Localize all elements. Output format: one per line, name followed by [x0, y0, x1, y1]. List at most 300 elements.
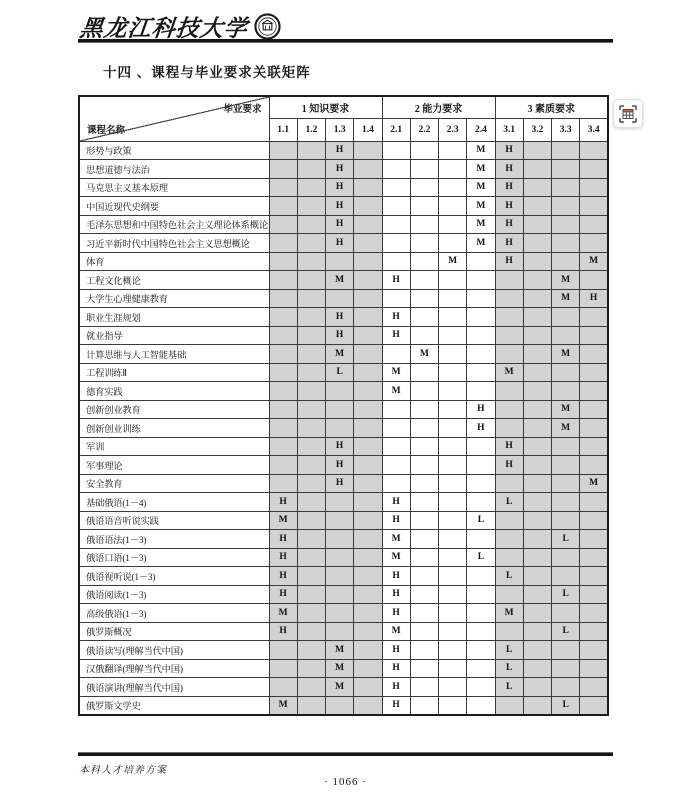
- matrix-cell: L: [495, 659, 523, 678]
- matrix-cell: M: [552, 419, 580, 438]
- matrix-cell: [269, 400, 297, 419]
- matrix-cell: [326, 567, 354, 586]
- matrix-cell: [439, 548, 467, 567]
- matrix-cell: [382, 160, 410, 179]
- matrix-cell: H: [382, 493, 410, 512]
- course-name-cell: 俄语读写(理解当代中国): [79, 641, 269, 660]
- matrix-cell: [297, 437, 325, 456]
- course-name-cell: 形势与政策: [79, 141, 269, 160]
- matrix-cell: [523, 215, 551, 234]
- matrix-cell: [495, 474, 523, 493]
- matrix-cell: [495, 622, 523, 641]
- matrix-cell: [297, 585, 325, 604]
- matrix-cell: [580, 678, 608, 697]
- matrix-cell: [297, 345, 325, 364]
- matrix-cell: [552, 641, 580, 660]
- matrix-cell: [580, 382, 608, 401]
- matrix-cell: [269, 474, 297, 493]
- matrix-cell: [439, 678, 467, 697]
- matrix-cell: [439, 197, 467, 216]
- matrix-cell: H: [382, 567, 410, 586]
- matrix-cell: [382, 345, 410, 364]
- matrix-cell: [523, 548, 551, 567]
- course-name-cell: 体育: [79, 252, 269, 271]
- matrix-cell: [354, 141, 382, 160]
- matrix-cell: [523, 141, 551, 160]
- matrix-cell: [552, 604, 580, 623]
- matrix-cell: [297, 622, 325, 641]
- matrix-cell: [523, 234, 551, 253]
- matrix-cell: [382, 400, 410, 419]
- matrix-cell: [410, 437, 438, 456]
- course-requirements-matrix: [78, 95, 609, 716]
- matrix-cell: [354, 289, 382, 308]
- course-row: [79, 308, 608, 327]
- course-name-cell: 高级俄语(1－3): [79, 604, 269, 623]
- requirement-group-header: 1 知识要求: [269, 96, 382, 118]
- matrix-cell: [580, 548, 608, 567]
- matrix-cell: M: [552, 271, 580, 290]
- matrix-cell: H: [495, 160, 523, 179]
- matrix-cell: [326, 696, 354, 715]
- matrix-cell: [410, 382, 438, 401]
- course-name-cell: 职业生涯规划: [79, 308, 269, 327]
- matrix-cell: [467, 659, 495, 678]
- matrix-cell: [410, 289, 438, 308]
- matrix-cell: [326, 419, 354, 438]
- matrix-cell: M: [495, 604, 523, 623]
- matrix-cell: [467, 585, 495, 604]
- course-row: [79, 382, 608, 401]
- matrix-cell: M: [382, 530, 410, 549]
- matrix-cell: [439, 400, 467, 419]
- course-name-cell: 毛泽东思想和中国特色社会主义理论体系概论: [79, 215, 269, 234]
- course-name-cell: 创新创业教育: [79, 400, 269, 419]
- matrix-cell: [552, 548, 580, 567]
- matrix-cell: [580, 160, 608, 179]
- matrix-cell: [580, 585, 608, 604]
- matrix-cell: [467, 567, 495, 586]
- matrix-cell: L: [552, 696, 580, 715]
- matrix-cell: [523, 604, 551, 623]
- course-row: [79, 234, 608, 253]
- matrix-cell: [523, 178, 551, 197]
- matrix-cell: [410, 548, 438, 567]
- matrix-cell: [297, 493, 325, 512]
- matrix-cell: [439, 326, 467, 345]
- matrix-cell: [354, 382, 382, 401]
- course-row: [79, 511, 608, 530]
- course-name-cell: 军训: [79, 437, 269, 456]
- requirement-column-header: 1.3: [326, 118, 354, 141]
- matrix-cell: [439, 419, 467, 438]
- course-name-cell: 俄语阅读(1－3): [79, 585, 269, 604]
- matrix-cell: [382, 252, 410, 271]
- matrix-cell: [495, 511, 523, 530]
- matrix-cell: H: [382, 585, 410, 604]
- course-row: [79, 271, 608, 290]
- matrix-cell: [495, 308, 523, 327]
- matrix-cell: M: [552, 345, 580, 364]
- matrix-cell: H: [580, 289, 608, 308]
- matrix-cell: [467, 382, 495, 401]
- matrix-cell: [580, 419, 608, 438]
- course-name-cell: 中国近现代史纲要: [79, 197, 269, 216]
- matrix-cell: M: [495, 363, 523, 382]
- matrix-cell: [580, 511, 608, 530]
- course-name-cell: 汉俄翻译(理解当代中国): [79, 659, 269, 678]
- matrix-cell: [552, 363, 580, 382]
- matrix-cell: [410, 252, 438, 271]
- matrix-cell: [580, 604, 608, 623]
- matrix-cell: [297, 511, 325, 530]
- matrix-cell: [523, 382, 551, 401]
- course-name-cell: 基础俄语(1－4): [79, 493, 269, 512]
- requirement-column-header: 1.4: [354, 118, 382, 141]
- matrix-cell: H: [495, 234, 523, 253]
- matrix-cell: H: [269, 548, 297, 567]
- matrix-cell: [354, 234, 382, 253]
- matrix-cell: [580, 178, 608, 197]
- course-name-cell: 俄语语法(1－3): [79, 530, 269, 549]
- course-name-cell: 就业指导: [79, 326, 269, 345]
- matrix-cell: [580, 456, 608, 475]
- matrix-cell: [552, 215, 580, 234]
- matrix-cell: M: [326, 345, 354, 364]
- matrix-cell: M: [467, 215, 495, 234]
- course-row: [79, 215, 608, 234]
- matrix-cell: [495, 400, 523, 419]
- matrix-cell: [580, 234, 608, 253]
- matrix-cell: [354, 493, 382, 512]
- matrix-cell: H: [382, 678, 410, 697]
- matrix-cell: [580, 622, 608, 641]
- matrix-cell: H: [326, 197, 354, 216]
- matrix-cell: [495, 271, 523, 290]
- matrix-cell: [297, 567, 325, 586]
- matrix-cell: [439, 622, 467, 641]
- matrix-cell: [523, 511, 551, 530]
- course-name-cell: 德育实践: [79, 382, 269, 401]
- matrix-cell: [382, 178, 410, 197]
- university-seal-icon: [254, 13, 281, 40]
- matrix-cell: [297, 289, 325, 308]
- matrix-cell: M: [326, 641, 354, 660]
- matrix-cell: [580, 345, 608, 364]
- matrix-cell: H: [382, 308, 410, 327]
- course-row: [79, 141, 608, 160]
- corner-label-course-name: 课程名称: [87, 125, 126, 136]
- matrix-cell: [523, 678, 551, 697]
- matrix-cell: [439, 437, 467, 456]
- matrix-cell: [297, 308, 325, 327]
- matrix-cell: M: [382, 382, 410, 401]
- matrix-cell: M: [467, 197, 495, 216]
- matrix-cell: [439, 382, 467, 401]
- matrix-cell: L: [467, 511, 495, 530]
- matrix-cell: [552, 382, 580, 401]
- corner-label-graduation-requirements: 毕业要求: [223, 105, 262, 115]
- matrix-cell: L: [495, 641, 523, 660]
- matrix-cell: [297, 252, 325, 271]
- matrix-cell: [354, 308, 382, 327]
- matrix-cell: H: [495, 178, 523, 197]
- matrix-cell: [269, 197, 297, 216]
- matrix-cell: [467, 271, 495, 290]
- matrix-cell: [297, 474, 325, 493]
- matrix-cell: [552, 511, 580, 530]
- matrix-cell: [269, 326, 297, 345]
- matrix-cell: [297, 326, 325, 345]
- matrix-cell: [467, 252, 495, 271]
- matrix-cell: [297, 419, 325, 438]
- matrix-cell: M: [410, 345, 438, 364]
- matrix-cell: [523, 585, 551, 604]
- matrix-cell: [410, 659, 438, 678]
- matrix-cell: H: [326, 160, 354, 179]
- matrix-cell: [354, 641, 382, 660]
- course-row: [79, 456, 608, 475]
- matrix-cell: [439, 456, 467, 475]
- matrix-cell: [467, 678, 495, 697]
- matrix-cell: [269, 363, 297, 382]
- course-name-cell: 习近平新时代中国特色社会主义思想概论: [79, 234, 269, 253]
- matrix-cell: [467, 437, 495, 456]
- matrix-cell: M: [552, 289, 580, 308]
- matrix-cell: [354, 474, 382, 493]
- matrix-cell: M: [439, 252, 467, 271]
- matrix-cell: [269, 160, 297, 179]
- course-row: [79, 400, 608, 419]
- matrix-cell: [297, 641, 325, 660]
- matrix-cell: [326, 252, 354, 271]
- requirement-column-header: 2.4: [467, 118, 495, 141]
- course-row: [79, 641, 608, 660]
- matrix-cell: [410, 511, 438, 530]
- matrix-cell: [467, 493, 495, 512]
- matrix-cell: H: [495, 437, 523, 456]
- matrix-cell: [439, 474, 467, 493]
- matrix-cell: [580, 659, 608, 678]
- course-name-cell: 俄语视听说(1－3): [79, 567, 269, 586]
- matrix-cell: [354, 345, 382, 364]
- matrix-cell: [297, 382, 325, 401]
- matrix-cell: [495, 530, 523, 549]
- matrix-cell: [297, 234, 325, 253]
- matrix-cell: [552, 252, 580, 271]
- course-row: [79, 604, 608, 623]
- requirement-group-header: 3 素质要求: [495, 96, 608, 118]
- matrix-cell: M: [326, 678, 354, 697]
- matrix-cell: [523, 289, 551, 308]
- matrix-cell: L: [552, 530, 580, 549]
- matrix-cell: [523, 271, 551, 290]
- matrix-cell: H: [382, 696, 410, 715]
- matrix-cell: [580, 696, 608, 715]
- course-name-cell: 俄罗斯概况: [79, 622, 269, 641]
- matrix-cell: M: [467, 141, 495, 160]
- matrix-cell: [523, 437, 551, 456]
- matrix-cell: H: [382, 641, 410, 660]
- matrix-cell: M: [326, 659, 354, 678]
- matrix-cell: M: [382, 363, 410, 382]
- matrix-cell: M: [580, 252, 608, 271]
- course-row: [79, 567, 608, 586]
- course-name-cell: 军事理论: [79, 456, 269, 475]
- matrix-cell: [580, 530, 608, 549]
- matrix-cell: [410, 585, 438, 604]
- matrix-cell: [439, 215, 467, 234]
- matrix-cell: [495, 696, 523, 715]
- requirement-column-header: 1.2: [297, 118, 325, 141]
- matrix-cell: L: [495, 493, 523, 512]
- matrix-cell: [269, 289, 297, 308]
- matrix-cell: [269, 345, 297, 364]
- matrix-cell: [297, 271, 325, 290]
- matrix-cell: L: [467, 548, 495, 567]
- matrix-cell: [410, 604, 438, 623]
- university-logo-text: 黑龙江科技大学: [78, 15, 250, 42]
- matrix-cell: [467, 308, 495, 327]
- matrix-cell: [354, 252, 382, 271]
- matrix-cell: [269, 659, 297, 678]
- course-row: [79, 678, 608, 697]
- matrix-cell: [410, 530, 438, 549]
- matrix-cell: [495, 326, 523, 345]
- course-name-cell: 俄罗斯文学史: [79, 696, 269, 715]
- course-name-cell: 思想道德与法治: [79, 160, 269, 179]
- matrix-cell: [410, 178, 438, 197]
- matrix-cell: [354, 197, 382, 216]
- matrix-cell: [523, 197, 551, 216]
- course-row: [79, 548, 608, 567]
- capture-table-button[interactable]: [613, 99, 643, 128]
- matrix-cell: H: [326, 474, 354, 493]
- matrix-cell: [495, 548, 523, 567]
- matrix-cell: [269, 456, 297, 475]
- matrix-cell: [523, 530, 551, 549]
- matrix-cell: [410, 215, 438, 234]
- matrix-cell: [354, 622, 382, 641]
- matrix-cell: [354, 567, 382, 586]
- matrix-cell: M: [580, 474, 608, 493]
- matrix-cell: [410, 641, 438, 660]
- matrix-cell: [523, 160, 551, 179]
- matrix-cell: M: [467, 178, 495, 197]
- matrix-cell: L: [326, 363, 354, 382]
- matrix-cell: [439, 659, 467, 678]
- matrix-cell: [410, 363, 438, 382]
- matrix-cell: [467, 641, 495, 660]
- matrix-cell: [439, 567, 467, 586]
- footer-rule: [78, 752, 613, 756]
- matrix-cell: [580, 326, 608, 345]
- matrix-cell: [382, 289, 410, 308]
- matrix-cell: [439, 345, 467, 364]
- matrix-cell: [354, 696, 382, 715]
- matrix-cell: [354, 511, 382, 530]
- matrix-cell: [523, 252, 551, 271]
- matrix-cell: H: [326, 326, 354, 345]
- matrix-cell: H: [495, 197, 523, 216]
- matrix-cell: L: [495, 567, 523, 586]
- matrix-cell: [354, 178, 382, 197]
- matrix-cell: H: [326, 215, 354, 234]
- matrix-cell: [382, 456, 410, 475]
- matrix-cell: [580, 141, 608, 160]
- matrix-cell: [382, 215, 410, 234]
- matrix-cell: [326, 289, 354, 308]
- matrix-cell: [552, 659, 580, 678]
- matrix-cell: [439, 493, 467, 512]
- matrix-cell: [326, 382, 354, 401]
- matrix-cell: H: [269, 493, 297, 512]
- matrix-cell: [552, 437, 580, 456]
- course-row: [79, 659, 608, 678]
- matrix-cell: [354, 271, 382, 290]
- matrix-cell: [326, 400, 354, 419]
- matrix-cell: [354, 326, 382, 345]
- course-name-cell: 俄语语音听说实践: [79, 511, 269, 530]
- matrix-cell: [326, 530, 354, 549]
- matrix-cell: [382, 234, 410, 253]
- matrix-cell: [552, 197, 580, 216]
- matrix-cell: [382, 419, 410, 438]
- matrix-cell: [439, 160, 467, 179]
- matrix-cell: [410, 678, 438, 697]
- matrix-cell: [467, 474, 495, 493]
- matrix-cell: [410, 160, 438, 179]
- matrix-cell: [495, 419, 523, 438]
- matrix-cell: [580, 363, 608, 382]
- matrix-cell: [297, 659, 325, 678]
- matrix-cell: H: [382, 511, 410, 530]
- matrix-cell: [410, 400, 438, 419]
- matrix-cell: [552, 678, 580, 697]
- matrix-cell: [439, 604, 467, 623]
- matrix-cell: [354, 604, 382, 623]
- matrix-cell: [297, 548, 325, 567]
- matrix-cell: H: [326, 437, 354, 456]
- matrix-cell: [326, 604, 354, 623]
- matrix-cell: [467, 622, 495, 641]
- matrix-cell: [326, 622, 354, 641]
- matrix-cell: H: [382, 604, 410, 623]
- matrix-cell: [354, 215, 382, 234]
- matrix-cell: [523, 659, 551, 678]
- matrix-cell: H: [382, 659, 410, 678]
- matrix-cell: [552, 141, 580, 160]
- matrix-cell: [552, 567, 580, 586]
- matrix-cell: [552, 308, 580, 327]
- matrix-cell: H: [326, 141, 354, 160]
- matrix-cell: H: [326, 308, 354, 327]
- matrix-cell: [580, 493, 608, 512]
- matrix-cell: H: [495, 456, 523, 475]
- matrix-cell: H: [269, 567, 297, 586]
- matrix-cell: [552, 493, 580, 512]
- matrix-cell: [326, 511, 354, 530]
- course-name-cell: 工程文化概论: [79, 271, 269, 290]
- matrix-cell: [580, 197, 608, 216]
- matrix-cell: [326, 493, 354, 512]
- matrix-cell: H: [382, 326, 410, 345]
- course-row: [79, 530, 608, 549]
- matrix-cell: [580, 308, 608, 327]
- matrix-cell: [552, 178, 580, 197]
- footer-document-name: 本科人才培养方案: [79, 765, 167, 776]
- diagonal-header-cell: [79, 96, 269, 141]
